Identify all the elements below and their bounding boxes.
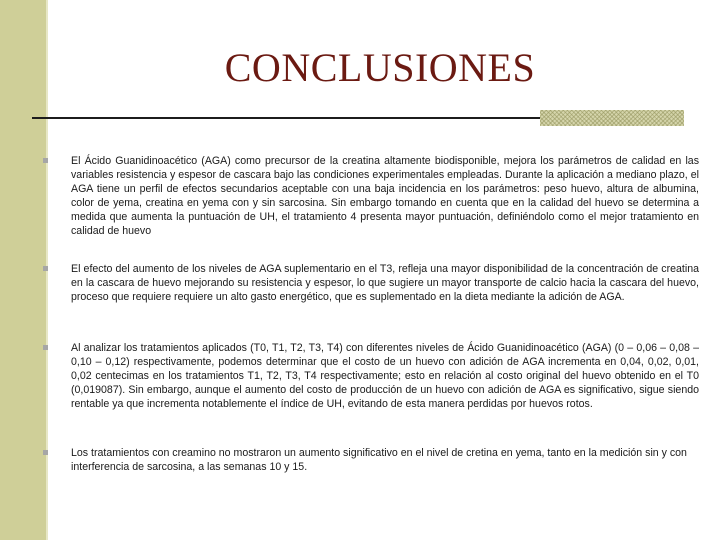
square-bullet-icon (43, 450, 48, 455)
slide-title: CONCLUSIONES (224, 45, 536, 90)
bullet-text: El efecto del aumento de los niveles de AGA suplementario en el T3, refleja una mayor disponibilidad de la concentración de creatina en la cascara de huevo mejorando su resistencia y espesor, lo que sugiere un mayor transporte de calcio hacia la cascara del huevo, proceso que requiere requiere un alto gasto energético, que es suplementado en la dieta mediante la adición de AGA. (71, 263, 699, 304)
square-bullet-icon (43, 158, 48, 163)
bullet-text: Al analizar los tratamientos aplicados (T0, T1, T2, T3, T4) con diferentes niveles de Ácido Guanidinoacético (AGA) (0 – 0,06 – 0,08 – 0,10 – 0,12) respectivamente, podemos determinar que el costo de un huevo con adición de AGA incrementa en 0,04, 0,02, 0,01, 0,02 centecimas en los tratamientos T1, T2, T3, T4 respectivamente; esto en relación al costo original del huevo obtenido en el T0 (0,019087). Sin embargo, aunque el aumento del costo de producción de un huevo con adición de AGA es significativo, sigue siendo rentable ya que incrementa notablemente el índice de UH, evitando de esta manera perdidas por huevos rotos. (71, 342, 699, 411)
bullet-text: El Ácido Guanidinoacético (AGA) como precursor de la creatina altamente biodisponible, mejora los parámetros de calidad en las variables resistencia y espesor de cascara bajo las condiciones experimentales empleadas. Durante la aplicación a mediano plazo, el AGA tiene un perfil de efectos secundarios aceptable con una baja incidencia en los parámetros: peso huevo, altura de albumina, color de yema, creatina en yema con y sin sarcosina. Sin embargo tomando en cuenta que en la calidad del huevo se determina a medida que aumenta la puntuación de UH, el tratamiento 4 presenta mayor puntuación, definiéndolo como el mejor tratamiento en calidad de huevo (71, 155, 699, 238)
square-bullet-icon (43, 345, 48, 350)
square-bullet-icon (43, 266, 48, 271)
bullet-text: Los tratamientos con creamino no mostraron un aumento significativo en el nivel de cretina en yema, tanto en la medición sin y con interferencia de sarcosina, a las semanas 10 y 15. (71, 447, 687, 474)
